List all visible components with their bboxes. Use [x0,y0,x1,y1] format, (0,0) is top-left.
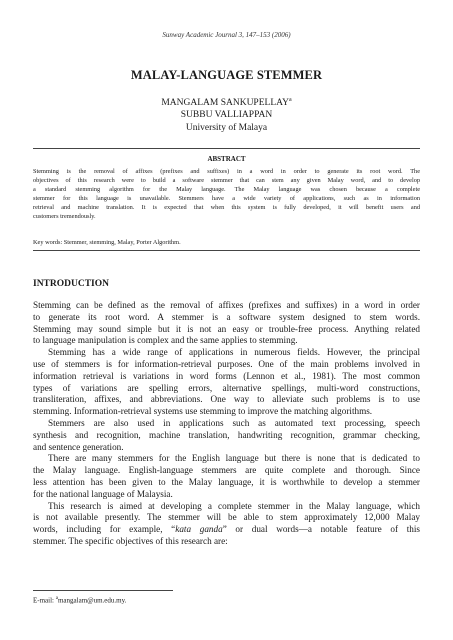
body-line: information retrieval is variations in word forms (Lennon et al., 1981). The most common [33,370,420,381]
body-line-end: ” or dual words—a notable feature of this [222,524,420,535]
body-line: Stemming may sound simple but it is not an easy or trouble-free process. Anything related [33,323,420,334]
affiliation: University of Malaya [185,123,268,133]
body-line: to language manipulation is complex and the same applies to stemming. [33,335,298,346]
author-1 [0,97,453,108]
body-line: stemming. Information-retrieval systems use stemming to improve the matching algorithms. [33,406,373,417]
term-kata-ganda: kata ganda [175,524,223,535]
body-line: less attention has been given to the Malay language, it is worthwhile to develop a stemmer [33,476,420,487]
body-line-start: words, including for example, “ [33,524,176,535]
keywords: Key words: Stemmer, stemming, Malay, Porter Algorithm. [33,239,181,246]
body-line: use of stemmers is for information-retrieval purposes. One of the main problems involved in [33,358,420,369]
body-line: the Malay language. English-language stemmers are quite complete and thorough. Since [33,465,420,476]
author-1-name: MANGALAM SANKUPELLAY [161,98,289,109]
body-line: There are many stemmers for the English language but there is none that is dedicated to [48,453,420,464]
body-line: and sentence generation. [33,441,124,452]
body-line: types of variations are spelling errors, alternative spellings, multi-word constructions, [33,382,420,393]
author-1-mark: a [288,97,292,103]
body-line: transliteration, affixes, and abbreviations. One way to alleviate such problems is to use [33,394,420,405]
footnote-mark: a [55,596,58,601]
journal-header: Sunway Academic Journal 3, 147–153 (2006) [162,31,291,39]
abstract-top-rule [33,148,420,149]
abstract-bottom-rule [33,250,420,251]
body-line: stemmer. The specific objectives of this research are: [33,535,228,546]
body-line: This research is aimed at developing a complete stemmer in the Malay language, which [48,500,420,511]
abstract-line: Stemming is the removal of affixes (prefixes and suffixes) in a word in order to generate its root word. The [33,168,420,175]
body-line: for the national language of Malaysia. [33,488,173,499]
section-heading-introduction: INTRODUCTION [33,279,110,289]
abstract-line: customers tremendously. [33,213,96,220]
footnote-prefix: E-mail: [33,596,56,605]
footnote [33,596,126,604]
body-line: Stemming can be defined as the removal of affixes (prefixes and suffixes) in a word in order [33,300,420,310]
footnote-rule [33,590,173,591]
body-line: Stemming has a wide range of applications in numerous fields. However, the principal [48,347,420,358]
body-line: to generate its root word. A stemmer is a software system designed to stem words. [33,311,420,322]
introduction-body [33,300,420,548]
body-line-with-term [33,524,420,536]
body-line: is not available presently. The stemmer will be able to stem approximately 12,000 Malay [33,512,420,523]
abstract-line: stemmer for this language is unavailable. Stemmers have a wide variety of applications, such as in information [33,195,420,202]
body-line: synthesis and recognition, machine translation, handwriting recognition, grammar checking, [33,429,420,440]
abstract-line: objectives of this research were to build a software stemmer that can stem any given Malay word, and to develop [33,177,420,184]
abstract-line: a standard stemming algorithm for the Malay language. The Malay language was chosen because a complete [33,186,420,193]
paper-title: MALAY-LANGUAGE STEMMER [130,68,323,82]
abstract-text [33,167,420,221]
abstract-line: retrieval and machine translation. It is expected that when this system is fully developed, it will benefit users and [33,204,420,211]
author-2: SUBBU VALLIAPPAN [180,110,273,120]
abstract-heading: ABSTRACT [207,155,246,163]
footnote-email: mangalam@um.edu.my. [57,596,127,605]
body-line: Stemmers are also used in applications such as automated text processing, speech [48,417,420,428]
